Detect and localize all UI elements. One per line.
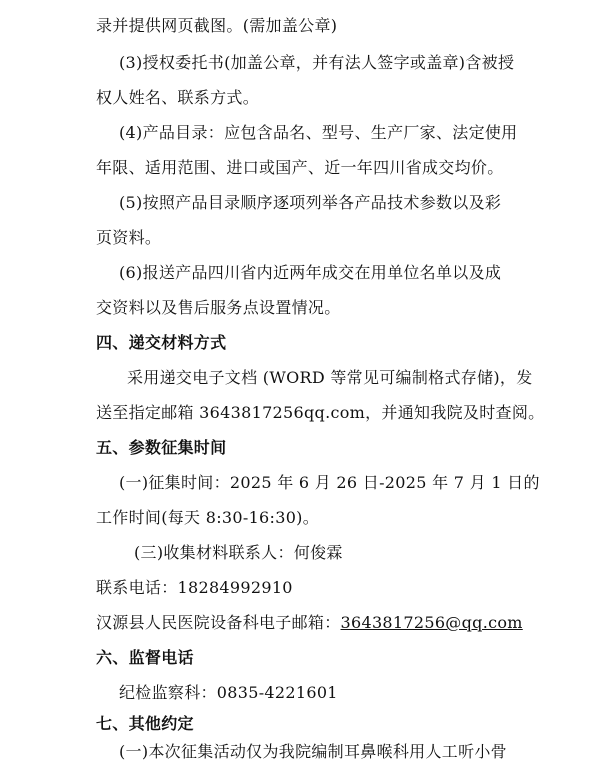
paragraph-line: 年限、适用范围、进口或国产、近一年四川省成交均价。 bbox=[96, 158, 504, 177]
paragraph-line: (一)本次征集活动仅为我院编制耳鼻喉科用人工听小骨 bbox=[119, 742, 507, 761]
paragraph-line: 工作时间(每天 8:30-16:30)。 bbox=[96, 508, 320, 527]
paragraph-line: 采用递交电子文档 (WORD 等常见可编制格式存储)，发 bbox=[127, 368, 533, 387]
section-heading: 七、其他约定 bbox=[96, 714, 194, 733]
contact-email-label: 汉源县人民医院设备科电子邮箱： bbox=[96, 613, 341, 632]
paragraph-line: (3)授权委托书(加盖公章，并有法人签字或盖章)含被授 bbox=[119, 53, 515, 72]
contact-person-line: (三)收集材料联系人：何俊霖 bbox=[134, 543, 343, 562]
paragraph-line: (一)征集时间：2025 年 6 月 26 日-2025 年 7 月 1 日的 bbox=[119, 473, 540, 492]
contact-email-link[interactable]: 3643817256@qq.com bbox=[340, 613, 523, 632]
section-heading: 五、参数征集时间 bbox=[96, 438, 227, 457]
paragraph-line: 交资料以及售后服务点设置情况。 bbox=[96, 298, 341, 317]
section-heading: 四、递交材料方式 bbox=[96, 333, 227, 352]
section-heading: 六、监督电话 bbox=[96, 648, 194, 667]
paragraph-line: 页资料。 bbox=[96, 228, 162, 247]
paragraph-line: 送至指定邮箱 3643817256qq.com，并通知我院及时查阅。 bbox=[96, 403, 545, 422]
paragraph-line: (4)产品目录：应包含品名、型号、生产厂家、法定使用 bbox=[119, 123, 518, 142]
paragraph-line: (5)按照产品目录顺序逐项列举各产品技术参数以及彩 bbox=[119, 193, 502, 212]
contact-email-line bbox=[96, 613, 523, 633]
paragraph-line: 权人姓名、联系方式。 bbox=[96, 88, 260, 107]
paragraph-line: 录并提供网页截图。(需加盖公章) bbox=[96, 16, 338, 35]
supervision-phone-line: 纪检监察科：0835-4221601 bbox=[119, 683, 338, 702]
contact-phone-line: 联系电话：18284992910 bbox=[96, 578, 293, 597]
paragraph-line: (6)报送产品四川省内近两年成交在用单位名单以及成 bbox=[119, 263, 502, 282]
